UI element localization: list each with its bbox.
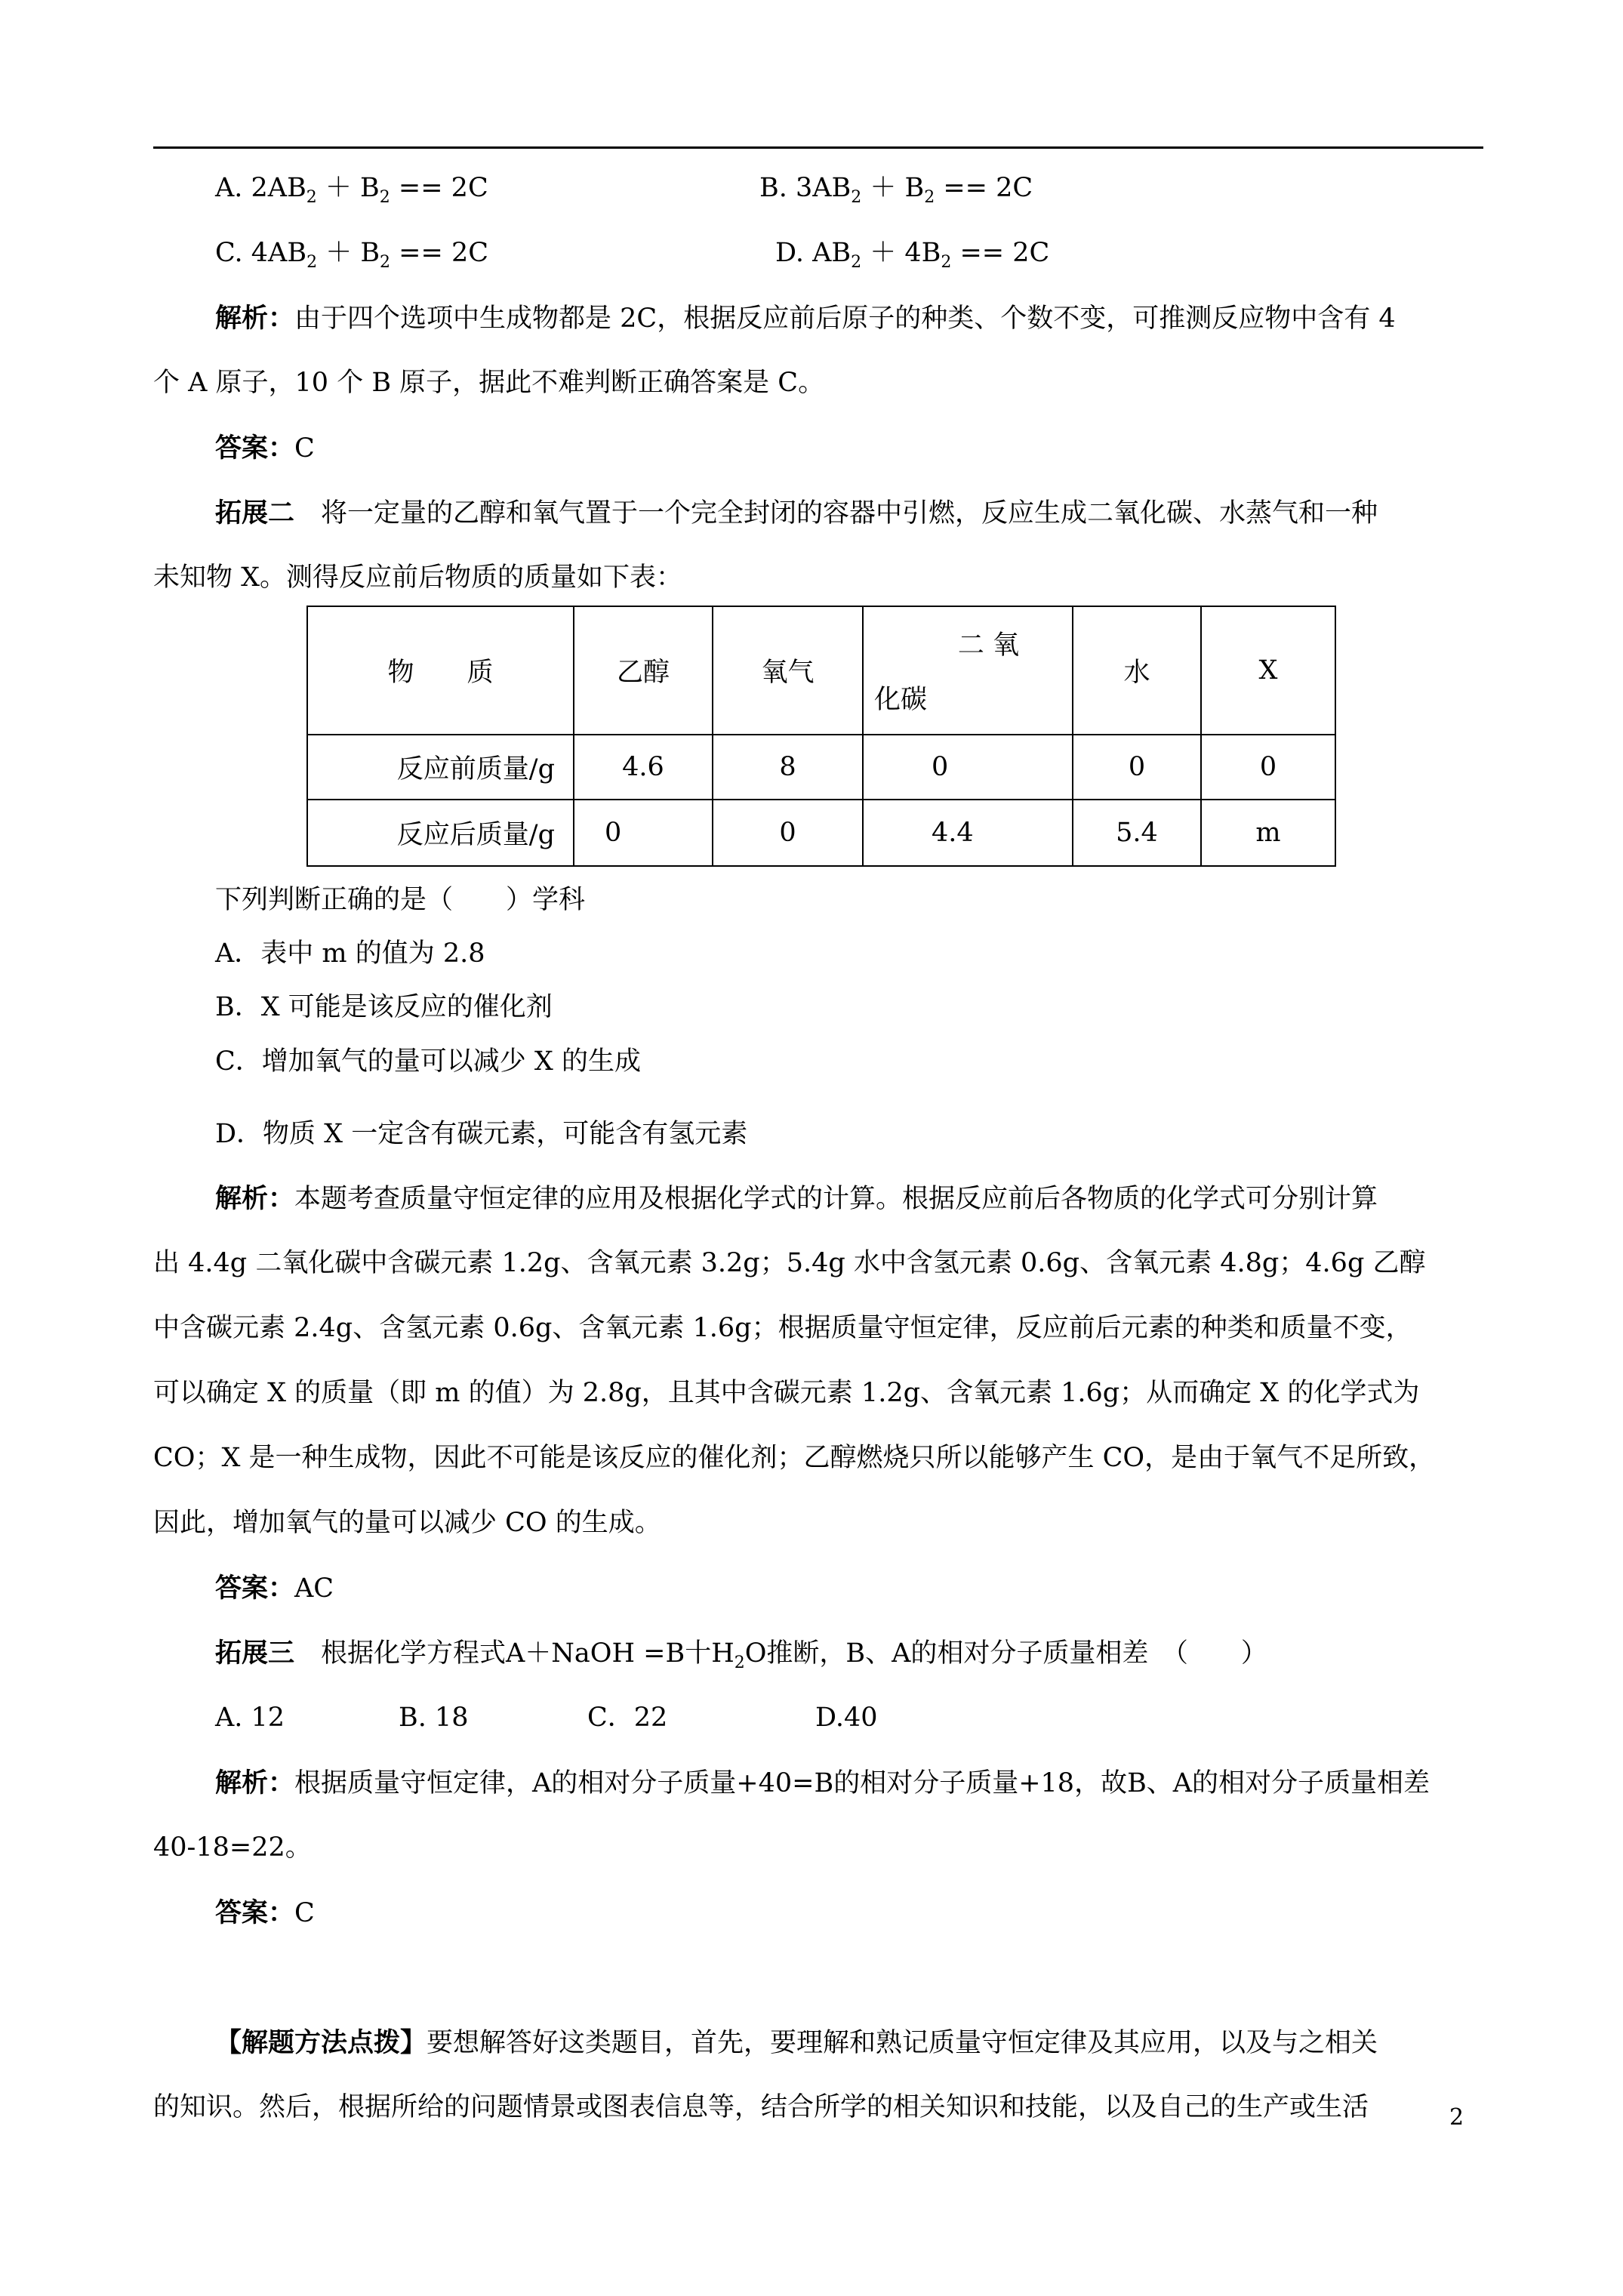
mass-table [306, 606, 1336, 867]
analysis-2-line-1: 解析：本题考查质量守恒定律的应用及根据化学式的计算。根据反应前后各物质的化学式可分别计算 [215, 1183, 1378, 1214]
tips-line-2: 的知识。然后，根据所给的问题情景或图表信息等，结合所学的相关知识和技能，以及自己的生产或生活 [153, 2092, 1369, 2122]
table-header-cell: 氧气 [713, 606, 863, 735]
analysis-1-line-1: 解析：由于四个选项中生成物都是 2C，根据反应前后原子的种类、个数不变，可推测反应物中含有 4 [215, 303, 1396, 334]
question-2-stem: 下列判断正确的是（ ）学科 [215, 885, 586, 915]
option-d: D. $AB_2 + 4B_2 == 2C$ [775, 238, 1050, 272]
question-2-option-a: A．表中 m 的值为 2.8 [215, 938, 485, 969]
question-3-option-a: A. 12 [215, 1703, 285, 1733]
ext2-line-2: 未知物 X。测得反应前后物质的质量如下表： [153, 562, 683, 593]
analysis-2-line-4: 可以确定 X 的质量（即 m 的值）为 2.8g，且其中含碳元素 1.2g、含氧元素 1.6g；从而确定 X 的化学式为 [153, 1378, 1420, 1408]
table-header-cell: 物 质 [307, 606, 574, 735]
table-header-cell: 二 氧 化碳 [863, 606, 1073, 735]
table-row: 反应前质量/g 4.6 8 0 0 0 [307, 735, 1335, 800]
analysis-1-line-2: 个 A 原子，10 个 B 原子，据此不难判断正确答案是 C。 [153, 368, 825, 398]
page-number: 2 [1449, 2104, 1464, 2131]
ext2-line-1: 拓展二 将一定量的乙醇和氧气置于一个完全封闭的容器中引燃，反应生成二氧化碳、水蒸气和一种 [215, 498, 1378, 529]
question-2-option-c: C．增加氧气的量可以减少 X 的生成 [215, 1046, 641, 1077]
analysis-2-line-3: 中含碳元素 2.4g、含氢元素 0.6g、含氧元素 1.6g；根据质量守恒定律，反应前后元素的种类和质量不变， [153, 1313, 1412, 1343]
option-c: C. $4AB_2 + B_2 == 2C$ [215, 238, 488, 272]
table-row: 反应后质量/g 0 0 4.4 5.4 m [307, 800, 1335, 866]
analysis-2-line-6: 因此，增加氧气的量可以减少 CO 的生成。 [153, 1508, 661, 1538]
question-2-option-b: B．X 可能是该反应的催化剂 [215, 992, 553, 1022]
tips-line-1: 【解题方法点拨】要想解答好这类题目，首先，要理解和熟记质量守恒定律及其应用，以及与之相关 [215, 2027, 1378, 2058]
table-header-cell: 乙醇 [574, 606, 713, 735]
question-2-option-d: D．物质 X 一定含有碳元素，可能含有氢元素 [215, 1119, 748, 1149]
question-3-option-d: D.40 [815, 1703, 878, 1733]
ext2-label: 拓展二 [215, 498, 295, 529]
answer-3: 答案：C [215, 1897, 315, 1928]
answer-2: 答案：AC [215, 1573, 334, 1604]
analysis-3-line-1: 解析：根据质量守恒定律，A的相对分子质量+40=B的相对分子质量+18，故B、A的相对分子质量相差 [215, 1767, 1431, 1798]
answer-1: 答案：C [215, 433, 315, 464]
question-3-option-b: B. 18 [399, 1703, 469, 1733]
question-3-option-c: C．22 [587, 1703, 668, 1733]
table-header-cell: 水 [1073, 606, 1201, 735]
analysis-2-line-5: CO；X 是一种生成物，因此不可能是该反应的催化剂；乙醇燃烧只所以能够产生 CO，是由于氧气不足所致， [153, 1443, 1436, 1473]
analysis-label: 解析： [215, 303, 295, 334]
header-rule [153, 146, 1483, 149]
option-a: A. $2AB_2 + B_2 == 2C$ [215, 173, 488, 207]
analysis-2-line-2: 出 4.4g 二氧化碳中含碳元素 1.2g、含氧元素 3.2g；5.4g 水中含氢元素 0.6g、含氧元素 4.8g；4.6g 乙醇 [153, 1248, 1426, 1278]
ext3-label: 拓展三 [215, 1638, 295, 1669]
analysis-3-line-2: 40-18=22。 [153, 1832, 312, 1863]
table-header-cell: X [1201, 606, 1335, 735]
option-b: B. $3AB_2 + B_2 == 2C$ [759, 173, 1033, 207]
ext3: 拓展三 根据化学方程式A＋NaOH =B十$H_2O$推断，B、A的相对分子质量相差 （ ） [215, 1638, 1267, 1672]
tips-label: 【解题方法点拨】 [215, 2027, 427, 2058]
